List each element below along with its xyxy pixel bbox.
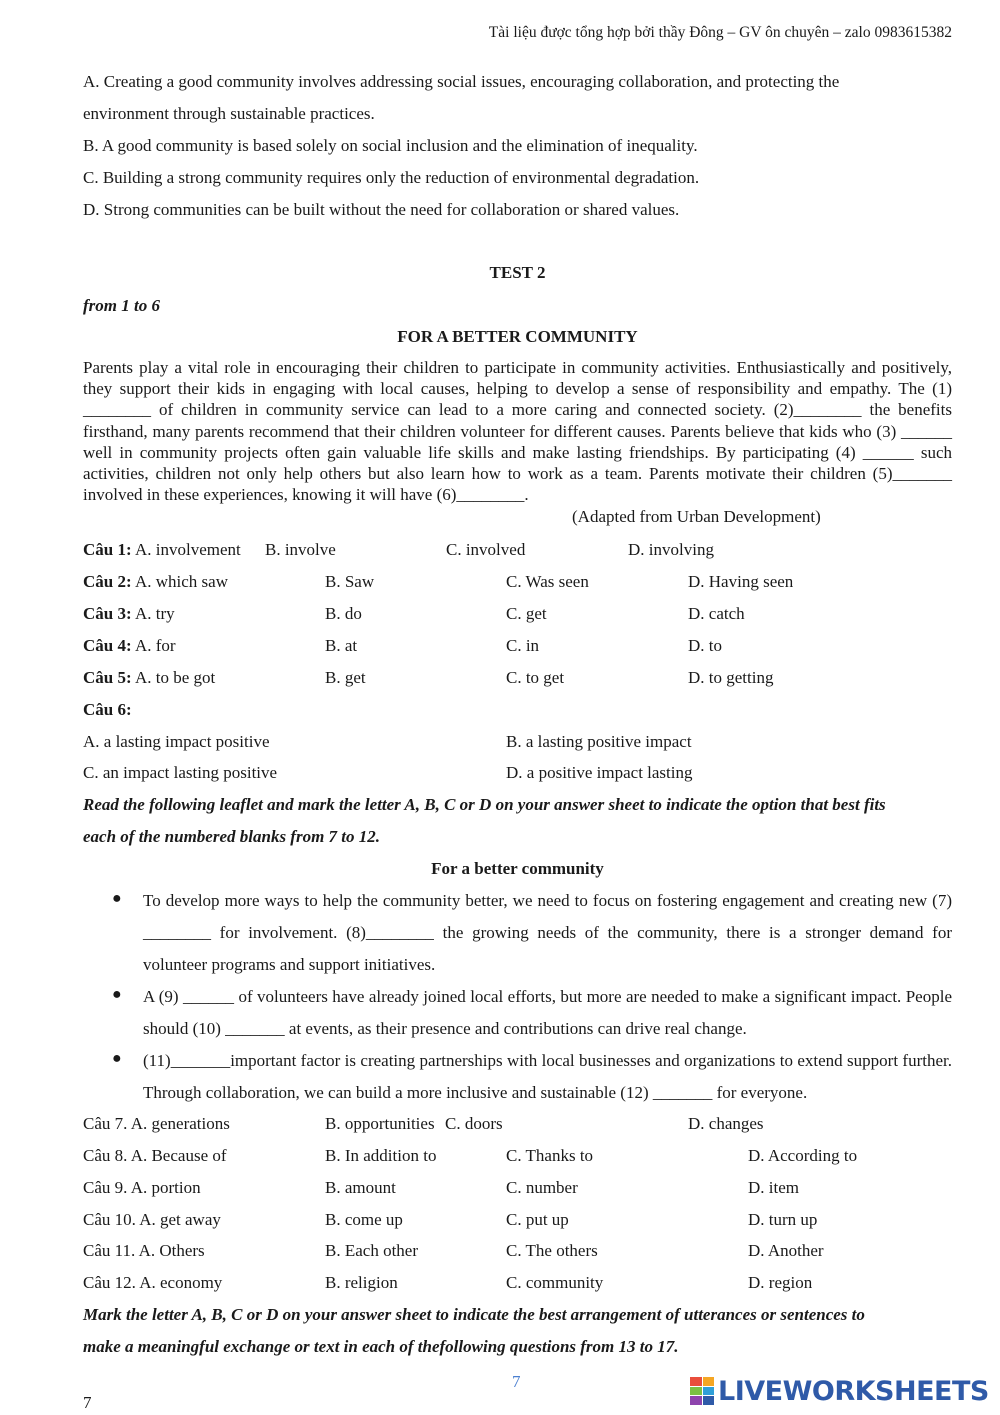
option-b: B. amount [325, 1178, 396, 1197]
option-d: D. a positive impact lasting [506, 763, 693, 782]
arrangement-instruction-line2: make a meaningful exchange or text in each of thefollowing questions from 13 to 17. [83, 1337, 679, 1356]
question-row-5 [83, 663, 952, 693]
option-a: Câu 11. A. Others [83, 1241, 205, 1260]
passage-source: (Adapted from Urban Development) [572, 507, 821, 526]
option-a: Câu 12. A. economy [83, 1273, 223, 1292]
question-label: Câu 3: [83, 604, 132, 623]
question-row-10 [83, 1205, 952, 1235]
question-row-6b [83, 758, 952, 788]
question-row-6a [83, 727, 952, 757]
option-c: C. in [506, 636, 540, 655]
option-b: B. do [325, 604, 362, 623]
option-a: Câu 7. A. generations [83, 1114, 230, 1133]
test-range: from 1 to 6 [83, 296, 160, 315]
option-b: B. A good community is based solely on social inclusion and the elimination of inequality. [83, 136, 698, 155]
option-a: A. involvement [134, 540, 241, 559]
option-b: B. come up [325, 1210, 403, 1229]
option-c: C. Thanks to [506, 1146, 594, 1165]
option-a-line2: environment through sustainable practices. [83, 104, 375, 123]
option-d: D. involving [628, 540, 714, 559]
option-d: D. changes [688, 1114, 764, 1133]
option-c: C. community [506, 1273, 604, 1292]
question-row-11 [83, 1236, 952, 1266]
option-a: A. for [134, 636, 176, 655]
question-row-9 [83, 1173, 952, 1203]
option-c: C. an impact lasting positive [83, 763, 278, 782]
option-a: Câu 9. A. portion [83, 1178, 201, 1197]
option-d: D. According to [748, 1146, 858, 1165]
liveworksheets-logo[interactable] [690, 1374, 989, 1408]
option-b: B. Each other [325, 1241, 418, 1260]
question-label: Câu 1: [83, 540, 132, 559]
question-6-label: Câu 6: [83, 700, 132, 719]
option-d: D. Another [748, 1241, 824, 1260]
option-c: C. Was seen [506, 572, 589, 591]
option-d: D. turn up [748, 1210, 818, 1229]
page-header: Tài liệu được tổng hợp bởi thầy Đông – GV ôn chuyên – zalo 0983615382 [488, 24, 952, 41]
leaflet-instruction-line1: Read the following leaflet and mark the letter A, B, C or D on your answer sheet to indicate the option that best fits [83, 795, 886, 814]
bullet-icon: ● [112, 986, 122, 1003]
page-number-center: 7 [512, 1372, 521, 1391]
question-row-4 [83, 631, 952, 661]
option-a: Câu 8. A. Because of [83, 1146, 227, 1165]
option-b: B. get [325, 668, 366, 687]
option-d: D. item [748, 1178, 799, 1197]
option-c: C. doors [445, 1114, 503, 1133]
option-c: C. put up [506, 1210, 569, 1229]
option-b: B. religion [325, 1273, 398, 1292]
page-number-left: 7 [83, 1393, 92, 1412]
option-c: C. get [506, 604, 547, 623]
question-row-12 [83, 1268, 952, 1298]
option-a: A. a lasting impact positive [83, 732, 270, 751]
option-b: B. involve [265, 540, 336, 559]
option-b: B. In addition to [325, 1146, 437, 1165]
question-label: Câu 5: [83, 668, 132, 687]
logo-text: LIVEWORKSHEETS [718, 1375, 989, 1407]
option-c: C. number [506, 1178, 578, 1197]
option-b: B. a lasting positive impact [506, 732, 692, 751]
question-row-8 [83, 1141, 952, 1171]
option-c: C. to get [506, 668, 565, 687]
option-d: D. region [748, 1273, 813, 1292]
option-d: D. Strong communities can be built without the need for collaboration or shared values. [83, 200, 680, 219]
arrangement-instruction-line1: Mark the letter A, B, C or D on your answer sheet to indicate the best arrangement of utterances or sentences to [83, 1305, 865, 1324]
option-c: C. The others [506, 1241, 598, 1260]
option-d: D. to [688, 636, 722, 655]
option-b: B. opportunities [325, 1114, 435, 1133]
leaflet-bullet-3: (11)_______important factor is creating partnerships with local businesses and organizations to extend support further. Through collaboration, we can build a more inclusive and sustainable (12) _______ for everyone. [143, 1051, 952, 1102]
option-d: D. Having seen [688, 572, 794, 591]
bullet-icon: ● [112, 890, 122, 907]
option-a-line1: A. Creating a good community involves addressing social issues, encouraging collaboration, and protecting the [83, 72, 840, 91]
passage-title: FOR A BETTER COMMUNITY [397, 327, 638, 346]
option-a: A. to be got [134, 668, 216, 687]
leaflet-instruction-line2: each of the numbered blanks from 7 to 12. [83, 827, 381, 846]
option-c: C. Building a strong community requires only the reduction of environmental degradation. [83, 168, 700, 187]
question-row-3 [83, 599, 952, 629]
question-label: Câu 4: [83, 636, 132, 655]
question-row-1 [83, 535, 952, 565]
test-title: TEST 2 [489, 263, 546, 282]
leaflet-bullet-1: To develop more ways to help the community better, we need to focus on fostering engagement and creating new (7) ________ for involvement. (8)________ the growing needs of the community, there is a stronger demand for volunteer programs and support initiatives. [143, 891, 952, 974]
passage-text: Parents play a vital role in encouraging their children to participate in community activities. Enthusiastically and positively, they support their kids in engaging with local causes, helping to develop a sense of responsibility and empathy. The (1) ________ of children in community service can lead to a more caring and connected society. (2)________ the benefits firsthand, many parents recommend that their children volunteer for different causes. Parents believe that kids who (3) ______ well in community projects often gain valuable life skills and make lasting friendships. By participating (4) ______ such activities, children not only help others but also learn how to work as a team. Parents motivate their children (5)_______ involved in these experiences, knowing it will have (6)________. [83, 358, 952, 505]
option-d: D. to getting [688, 668, 774, 687]
bullet-icon: ● [112, 1050, 122, 1067]
logo-grid-icon [690, 1377, 714, 1405]
option-a: A. which saw [134, 572, 228, 591]
option-a: Câu 10. A. get away [83, 1210, 221, 1229]
option-b: B. at [325, 636, 358, 655]
option-c: C. involved [446, 540, 526, 559]
option-a: A. try [134, 604, 175, 623]
question-label: Câu 2: [83, 572, 132, 591]
leaflet-title: For a better community [431, 859, 604, 878]
question-row-2 [83, 567, 952, 597]
leaflet-bullet-2: A (9) ______ of volunteers have already joined local efforts, but more are needed to make a significant impact. People should (10) _______ at events, as their presence and contributions can drive real change. [143, 987, 952, 1038]
option-b: B. Saw [325, 572, 375, 591]
question-row-7 [83, 1109, 952, 1139]
option-d: D. catch [688, 604, 745, 623]
